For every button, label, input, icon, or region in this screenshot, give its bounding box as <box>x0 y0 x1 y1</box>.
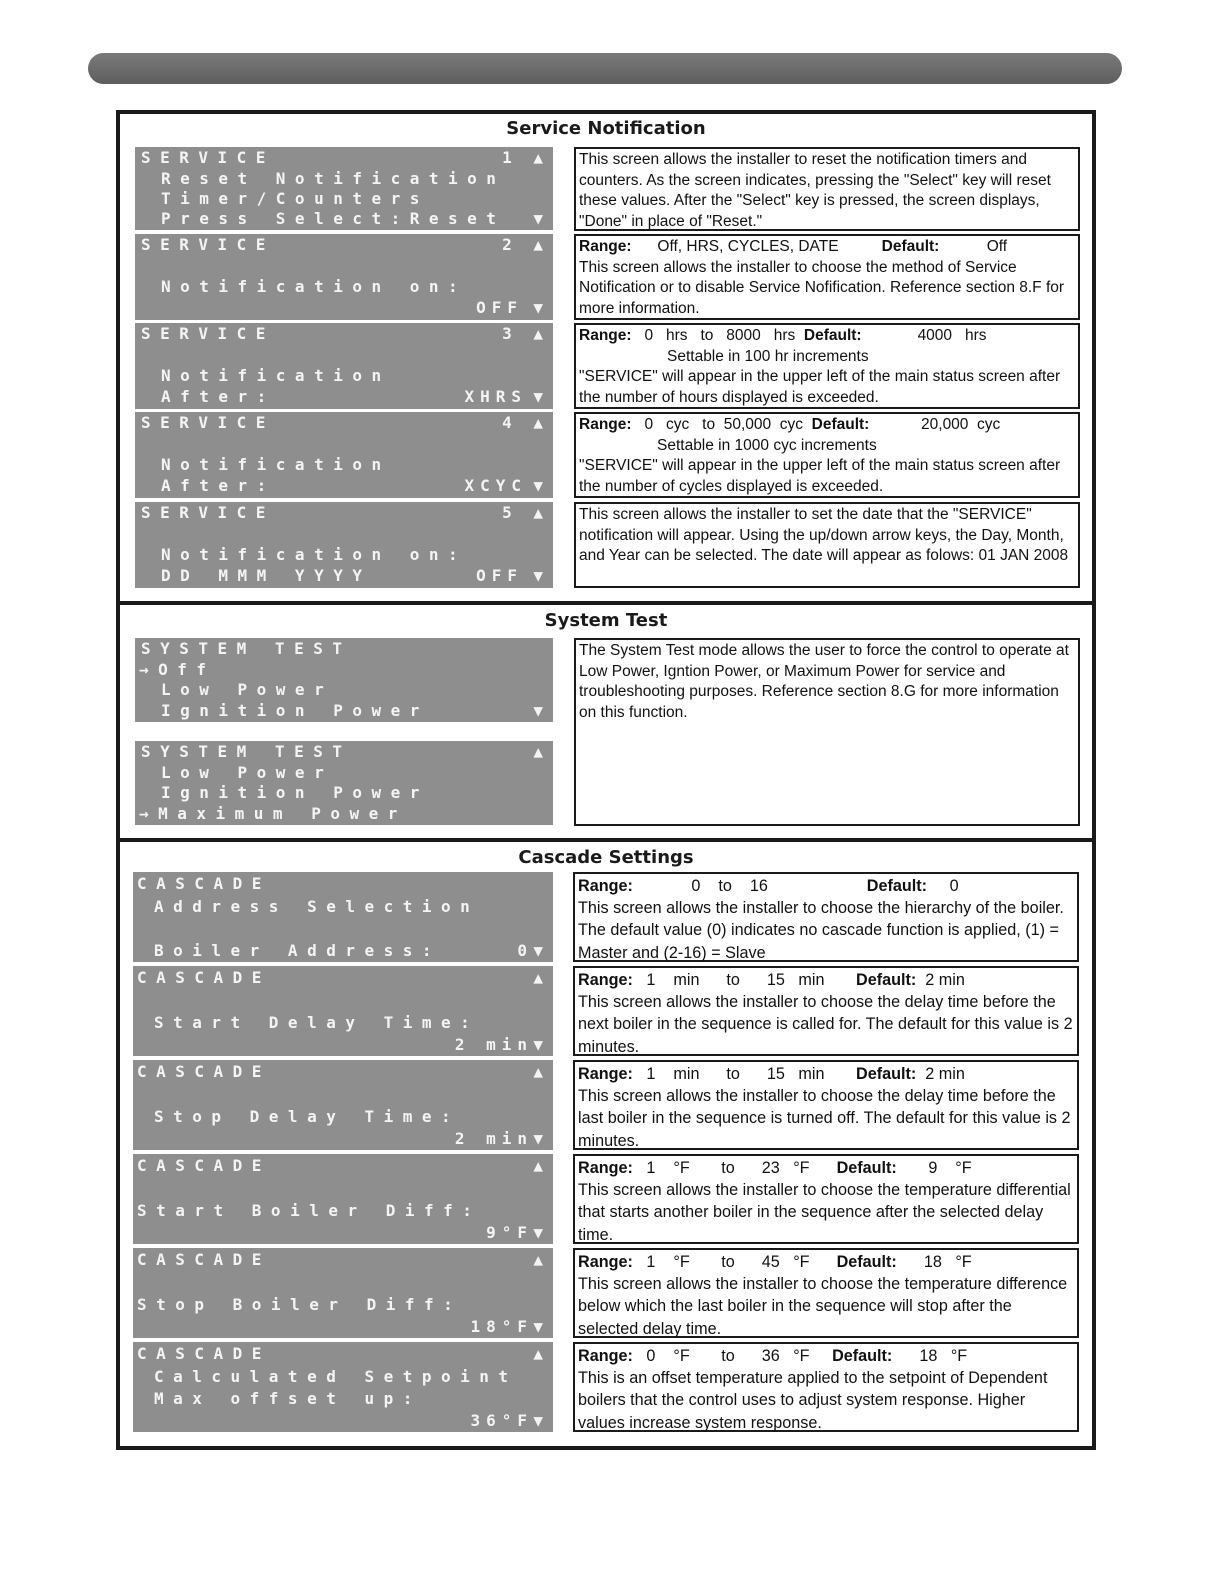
section-title: Service Notification <box>506 118 706 139</box>
lcd-screen <box>135 502 553 588</box>
down-arrow-icon: ▼ <box>533 476 549 495</box>
lcd-screen <box>135 147 553 230</box>
lcd-value: OFF <box>476 298 523 317</box>
lcd-line: SERVICE <box>141 503 275 522</box>
description-box: Range: 1 °F to 23 °F Default: 9 °F This screen allows the installer to choose the temperature differential that starts another boiler in the sequence after the selected delay time. <box>573 1154 1079 1244</box>
lcd-screen <box>135 412 553 498</box>
lcd-line-selected: →Off <box>139 660 216 679</box>
lcd-screen <box>133 1248 553 1338</box>
up-arrow-icon: ▲ <box>533 1156 549 1175</box>
lcd-value: 36°F <box>470 1411 533 1430</box>
section-title: System Test <box>544 610 668 631</box>
lcd-line: CASCADE <box>137 1062 271 1081</box>
lcd-line: DD MMM YYYY <box>161 566 372 585</box>
description-box: Range: 1 min to 15 min Default: 2 min This screen allows the installer to choose the delay time before the last boiler in the sequence is turned off. The default for this value is 2 minutes. <box>573 1060 1079 1150</box>
system-test-section <box>116 601 1096 842</box>
lcd-line: Press Select:Reset <box>161 209 506 228</box>
lcd-value: 0 <box>517 941 533 960</box>
lcd-value: OFF <box>476 566 523 585</box>
lcd-line: After: <box>161 387 276 406</box>
lcd-value: 2 min <box>454 1129 533 1148</box>
lcd-screen <box>133 872 553 962</box>
lcd-value: 18°F <box>470 1317 533 1336</box>
up-arrow-icon: ▲ <box>533 1062 549 1081</box>
down-arrow-icon: ▼ <box>533 1411 549 1430</box>
lcd-line: SERVICE <box>141 148 275 167</box>
lcd-line: CASCADE <box>137 1344 271 1363</box>
lcd-scroll-indicator: 1 ▲ <box>502 148 549 167</box>
lcd-scroll-indicator: 5 ▲ <box>502 503 549 522</box>
lcd-scroll-indicator: 4 ▲ <box>502 413 549 432</box>
lcd-screen <box>135 234 553 320</box>
lcd-line: CASCADE <box>137 1156 271 1175</box>
description-box: Range: 1 min to 15 min Default: 2 min This screen allows the installer to choose the delay time before the next boiler in the sequence is called for. The default for this value is 2 minutes. <box>573 966 1079 1056</box>
lcd-scroll-indicator: 2 ▲ <box>502 235 549 254</box>
lcd-line: SYSTEM TEST <box>141 742 352 761</box>
lcd-screen <box>135 638 553 722</box>
lcd-screen <box>135 741 553 825</box>
lcd-screen <box>135 323 553 409</box>
down-arrow-icon: ▼ <box>533 701 549 720</box>
description-box: Range: 0 cyc to 50,000 cyc Default: 20,000 cyc Settable in 1000 cyc increments "SERVICE" will appear in the upper left of the main status screen after the number of cycles displayed is exceeded. <box>574 412 1080 498</box>
lcd-line: Notification on: <box>161 545 468 564</box>
lcd-line: Notification <box>161 366 391 385</box>
description-box: This screen allows the installer to reset the notification timers and counters. As the screen indicates, pressing the "Select" key will reset these values. After the "Select" key is pressed, the screen displays, "Done" in place of "Reset." <box>574 147 1080 231</box>
lcd-line: CASCADE <box>137 1250 271 1269</box>
down-arrow-icon: ▼ <box>533 387 549 406</box>
lcd-line: Max offset up: <box>154 1389 422 1408</box>
lcd-screen <box>133 1154 553 1244</box>
lcd-line: SERVICE <box>141 235 275 254</box>
lcd-line: Notification on: <box>161 277 468 296</box>
down-arrow-icon: ▼ <box>533 1223 549 1242</box>
description-box: Range: 0 °F to 36 °F Default: 18 °F This is an offset temperature applied to the setpoint of Dependent boilers that the control uses to adjust system response. Higher values increase system response. <box>573 1342 1079 1432</box>
section-title: Cascade Settings <box>518 847 694 868</box>
description-box: Range: 1 °F to 45 °F Default: 18 °F This screen allows the installer to choose the temperature difference below which the last boiler in the sequence will stop after the selected delay time. <box>573 1248 1079 1338</box>
lcd-line: Stop Boiler Diff: <box>137 1295 463 1314</box>
lcd-line: Ignition Power <box>161 783 429 802</box>
description-box: This screen allows the installer to set the date that the "SERVICE" notification will appear. Using the up/down arrow keys, the Day, Month, and Year can be selected. The date will appear as folows: 01 JAN 2008 <box>574 502 1080 588</box>
description-box: The System Test mode allows the user to force the control to operate at Low Power, Igntion Power, or Maximum Power for service and troubleshooting purposes. Reference section 8.G for more information on this function. <box>574 638 1080 826</box>
lcd-line: SERVICE <box>141 413 275 432</box>
up-arrow-icon: ▲ <box>533 742 549 761</box>
lcd-line: Reset Notification <box>161 169 506 188</box>
lcd-screen <box>133 1342 553 1432</box>
header-bar <box>88 53 1122 84</box>
lcd-value: XCYC <box>464 476 527 495</box>
lcd-line-selected: →Maximum Power <box>139 804 407 823</box>
lcd-screen <box>133 966 553 1056</box>
lcd-line: Low Power <box>161 680 334 699</box>
down-arrow-icon: ▼ <box>533 941 549 960</box>
up-arrow-icon: ▲ <box>533 1250 549 1269</box>
down-arrow-icon: ▼ <box>533 298 549 317</box>
service-notification-section <box>116 110 1096 605</box>
lcd-line: Start Delay Time: <box>154 1013 480 1032</box>
lcd-line: SERVICE <box>141 324 275 343</box>
down-arrow-icon: ▼ <box>533 209 549 228</box>
lcd-line: Address Selection <box>154 897 480 916</box>
lcd-line: Notification <box>161 455 391 474</box>
down-arrow-icon: ▼ <box>533 1035 549 1054</box>
lcd-line: Low Power <box>161 763 334 782</box>
up-arrow-icon: ▲ <box>533 968 549 987</box>
description-box: Range: Off, HRS, CYCLES, DATE Default: Off This screen allows the installer to choose the method of Service Notification or to disable Service Nofification. Reference section 8.F for more information. <box>574 234 1080 320</box>
lcd-line: Calculated Setpoint <box>154 1367 518 1386</box>
lcd-value: 2 min <box>454 1035 533 1054</box>
description-box: Range: 0 hrs to 8000 hrs Default: 4000 hrs Settable in 100 hr increments "SERVICE" will appear in the upper left of the main status screen after the number of hours displayed is exceeded. <box>574 323 1080 409</box>
lcd-value: XHRS <box>464 387 527 406</box>
lcd-screen <box>133 1060 553 1150</box>
lcd-line: SYSTEM TEST <box>141 639 352 658</box>
description-box: Range: 0 to 16 Default: 0 This screen allows the installer to choose the hierarchy of the boiler. The default value (0) indicates no cascade function is applied, (1) = Master and (2-16) = Slave <box>573 872 1079 962</box>
down-arrow-icon: ▼ <box>533 1129 549 1148</box>
down-arrow-icon: ▼ <box>533 1317 549 1336</box>
lcd-scroll-indicator: 3 ▲ <box>502 324 549 343</box>
lcd-line: Boiler Address: <box>154 941 441 960</box>
lcd-line: Stop Delay Time: <box>154 1107 461 1126</box>
lcd-value: 9°F <box>486 1223 533 1242</box>
down-arrow-icon: ▼ <box>533 566 549 585</box>
lcd-line: Start Boiler Diff: <box>137 1201 482 1220</box>
lcd-line: CASCADE <box>137 968 271 987</box>
lcd-line: Timer/Counters <box>161 189 429 208</box>
up-arrow-icon: ▲ <box>533 1344 549 1363</box>
lcd-line: Ignition Power <box>161 701 429 720</box>
lcd-line: After: <box>161 476 276 495</box>
lcd-line: CASCADE <box>137 874 271 893</box>
